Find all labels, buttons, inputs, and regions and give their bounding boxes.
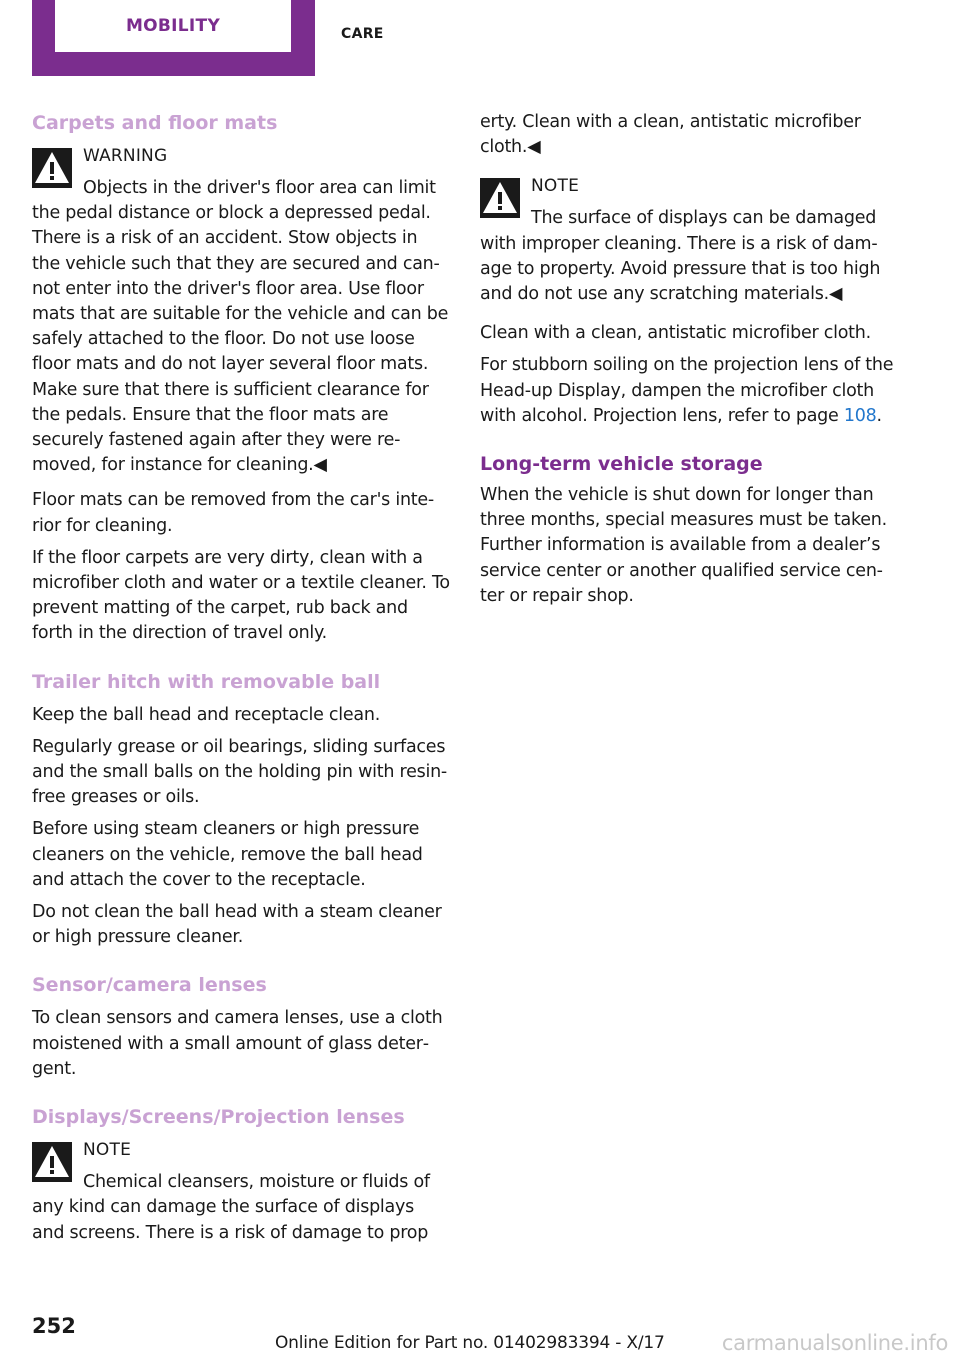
displays-paragraph-2-text: For stubborn soiling on the projection lens of the Head-up Display, dampen the microfiber cloth with alcohol. Projection lens, refer to page <box>480 355 894 426</box>
watermark: carmanualsonline.info <box>721 1331 948 1355</box>
tab-care[interactable]: CARE <box>341 26 384 42</box>
displays-paragraph-1: Clean with a clean, antistatic microfiber cloth. <box>480 323 871 344</box>
trailer-paragraph-4: Do not clean the ball head with a steam cleaner or high pressure cleaner. <box>32 902 442 948</box>
section-trailer <box>32 669 450 951</box>
trailer-paragraph-1: Keep the ball head and receptacle clean. <box>32 704 381 725</box>
trailer-paragraph-3: Before using steam cleaners or high pressure cleaners on the vehicle, remove the ball head and attach the cover to the receptacle. <box>32 819 423 890</box>
note-label-2: NOTE <box>531 176 580 197</box>
heading-displays: Displays/Screens/Projection lenses <box>32 1106 405 1129</box>
footer-edition: Online Edition for Part no. 01402983394 - X/17 <box>275 1333 665 1353</box>
note-text-2: The surface of displays can be damaged with improper cleaning. There is a risk of damage to property. Avoid pressure that is too high and do not use any scratching materials.◀ <box>480 208 881 305</box>
warning-box <box>32 144 450 478</box>
note-label: NOTE <box>83 1140 132 1161</box>
section-displays <box>32 1104 450 1246</box>
note-box <box>32 1138 450 1246</box>
warning-label: WARNING <box>83 146 168 166</box>
right-column <box>480 110 898 631</box>
page-number: 252 <box>32 1314 76 1338</box>
warning-triangle-icon <box>32 148 72 188</box>
section-displays-continued <box>480 110 898 429</box>
displays-paragraph-2-end: . <box>876 405 882 426</box>
page-108-link[interactable]: 108 <box>843 405 877 426</box>
left-column <box>32 110 450 1268</box>
displays-continued-text: erty. Clean with a clean, antistatic microfiber cloth.◀ <box>480 112 861 158</box>
section-carpets <box>32 110 450 647</box>
sensor-paragraph-1: To clean sensors and camera lenses, use a cloth moistened with a small amount of glass detergent. <box>32 1008 443 1079</box>
warning-triangle-icon <box>480 178 520 218</box>
warning-triangle-icon <box>32 1142 72 1182</box>
displays-paragraph-2 <box>480 353 898 429</box>
trailer-paragraph-2: Regularly grease or oil bearings, sliding surfaces and the small balls on the holding pin with resin-free greases or oils. <box>32 736 447 808</box>
tab-mobility[interactable] <box>32 0 315 76</box>
heading-trailer: Trailer hitch with removable ball <box>32 670 381 693</box>
note-box-2 <box>480 174 898 307</box>
carpets-paragraph-2: If the floor carpets are very dirty, clean with a microfiber cloth and water or a textile cleaner. To prevent matting of the carpet, rub back and forth in the direction of travel only. <box>32 547 450 644</box>
section-sensor <box>32 972 450 1082</box>
note-text: Chemical cleansers, moisture or fluids of any kind can damage the surface of displays and screens. There is a risk of damage to prop <box>32 1172 430 1243</box>
storage-paragraph-1: When the vehicle is shut down for longer than three months, special measures must be taken. Further information is available from a dealer’s service center or another qualified service center or repair shop. <box>480 485 887 606</box>
tab-mobility-label: MOBILITY <box>55 0 291 52</box>
section-storage <box>480 451 898 609</box>
carpets-paragraph-1: Floor mats can be removed from the car's interior for cleaning. <box>32 490 435 536</box>
heading-carpets: Carpets and floor mats <box>32 112 278 134</box>
heading-storage: Long-term vehicle storage <box>480 453 763 476</box>
heading-sensor: Sensor/camera lenses <box>32 974 267 997</box>
warning-text: Objects in the driver's floor area can limit the pedal distance or block a depressed pedal. There is a risk of an accident. Stow objects in the vehicle such that they are secured and cannot enter into the driver's floor area. Use floor mats that are suitable for the vehicle and can be safely attached to the floor. Do not use loose floor mats and do not layer several floor mats. Make sure that there is sufficient clearance for the pedals. Ensure that the floor mats are securely fastened again after they were removed, for instance for cleaning.◀ <box>32 178 449 476</box>
